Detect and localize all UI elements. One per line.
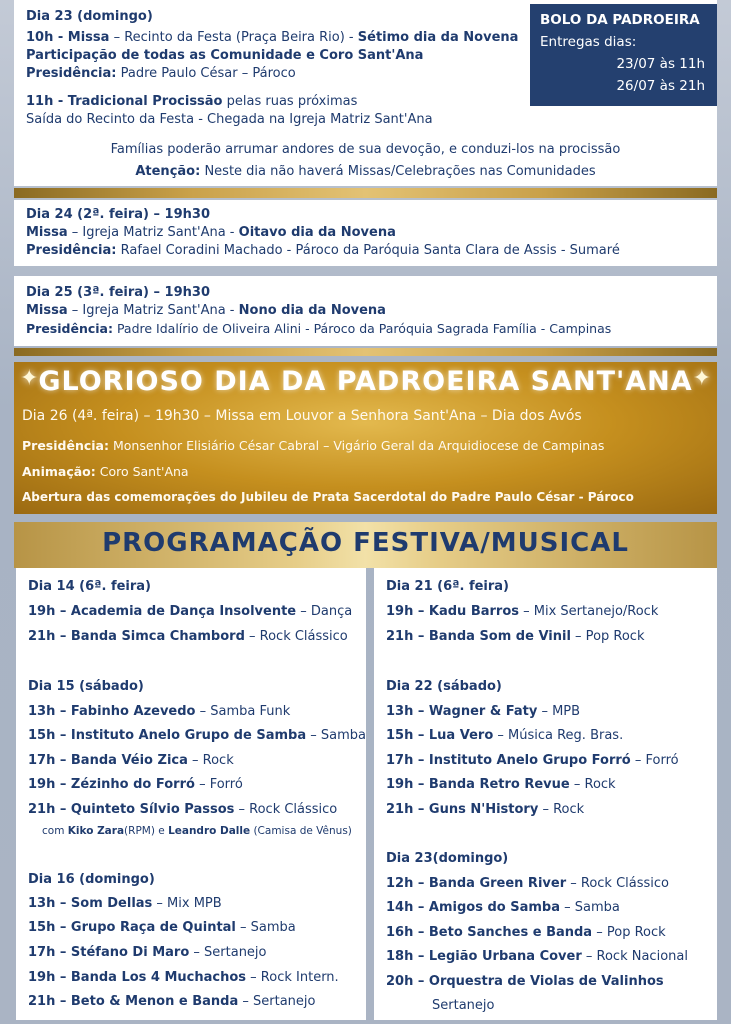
list-item: 19h – Zézinho do Forró – Forró (28, 777, 243, 792)
day-heading: Dia 15 (sábado) (28, 679, 144, 694)
day23-familias: Famílias poderão arrumar andores de sua devoção, e conduzi-los na procissão (110, 142, 621, 157)
sparkle-icon: ✦ (692, 366, 711, 391)
day24-panel (14, 200, 717, 266)
list-item: 18h – Legião Urbana Cover – Rock Nacional (386, 949, 688, 964)
list-item: 21h – Guns N'History – Rock (386, 802, 585, 817)
gold-divider (14, 188, 717, 198)
day23-saida: Saída do Recinto da Festa - Chegada na Igreja Matriz Sant'Ana (26, 112, 433, 127)
list-item: 16h – Beto Sanches e Banda – Pop Rock (386, 925, 666, 940)
padroeira-title: GLORIOSO DIA DA PADROEIRA SANT'ANA (38, 366, 693, 397)
programacao-left-column (16, 568, 366, 1020)
gold-divider-2 (14, 348, 717, 356)
list-item: 19h – Banda Los 4 Muchachos – Rock Intern. (28, 970, 339, 985)
day23-atencao: Atenção: Neste dia não haverá Missas/Celebrações nas Comunidades (135, 164, 596, 179)
day23-date: Dia 23 (domingo) (26, 9, 153, 24)
padroeira-jubileu: Abertura das comemorações do Jubileu de Prata Sacerdotal do Padre Paulo César - Pároco (22, 490, 634, 504)
day23-line1: 10h - Missa – Recinto da Festa (Praça Beira Rio) - Sétimo dia da Novena (26, 30, 519, 45)
programacao-right-column (374, 568, 717, 1020)
bolo-title: BOLO DA PADROEIRA (540, 12, 700, 28)
list-item: 15h – Lua Vero – Música Reg. Bras. (386, 728, 624, 743)
list-item: 21h – Banda Som de Vinil – Pop Rock (386, 629, 645, 644)
list-item: 15h – Grupo Raça de Quintal – Samba (28, 920, 296, 935)
day24-date: Dia 24 (2ª. feira) – 19h30 (26, 207, 210, 222)
list-item: 17h – Banda Véio Zica – Rock (28, 753, 234, 768)
day25-panel (14, 276, 717, 346)
list-item: 17h – Stéfano Di Maro – Sertanejo (28, 945, 267, 960)
bolo-date-2: 26/07 às 21h (616, 78, 705, 94)
day24-presidencia: Presidência: Rafael Coradini Machado - Pároco da Paróquia Santa Clara de Assis - Sumaré (26, 243, 620, 258)
list-item: 21h – Beto & Menon e Banda – Sertanejo (28, 994, 316, 1009)
list-item: 13h – Wagner & Faty – MPB (386, 704, 581, 719)
list-item-note: com Kiko Zara(RPM) e Leandro Dalle (Camisa de Vênus) (42, 825, 352, 837)
day-heading: Dia 22 (sábado) (386, 679, 502, 694)
list-item: 13h – Som Dellas – Mix MPB (28, 896, 222, 911)
day-heading: Dia 21 (6ª. feira) (386, 579, 509, 594)
day25-presidencia: Presidência: Padre Idalírio de Oliveira Alini - Pároco da Paróquia Sagrada Família - Campinas (26, 321, 612, 336)
padroeira-line1: Dia 26 (4ª. feira) – 19h30 – Missa em Louvor a Senhora Sant'Ana – Dia dos Avós (22, 408, 582, 424)
list-item: 21h – Banda Simca Chambord – Rock Clássico (28, 629, 348, 644)
day23-procissao: 11h - Tradicional Procissão pelas ruas próximas (26, 94, 358, 109)
list-item: 19h – Banda Retro Revue – Rock (386, 777, 616, 792)
list-item: 15h – Instituto Anelo Grupo de Samba – Samba (28, 728, 366, 743)
bolo-subtitle: Entregas dias: (540, 34, 637, 50)
list-item: 19h – Kadu Barros – Mix Sertanejo/Rock (386, 604, 659, 619)
list-item: 14h – Amigos do Samba – Samba (386, 900, 620, 915)
bolo-date-1: 23/07 às 11h (616, 56, 705, 72)
programacao-header (14, 522, 717, 568)
list-item: 21h – Quinteto Sílvio Passos – Rock Clássico (28, 802, 338, 817)
programacao-title: PROGRAMAÇÃO FESTIVA/MUSICAL (102, 528, 629, 558)
padroeira-animacao: Animação: Coro Sant'Ana (22, 464, 189, 479)
day-heading: Dia 23(domingo) (386, 851, 509, 866)
day24-missa: Missa – Igreja Matriz Sant'Ana - Oitavo dia da Novena (26, 225, 396, 240)
list-item: 12h – Banda Green River – Rock Clássico (386, 876, 669, 891)
list-item: 20h – Orquestra de Violas de Valinhos (386, 974, 664, 989)
list-item-genre: Sertanejo (432, 998, 495, 1013)
list-item: 13h – Fabinho Azevedo – Samba Funk (28, 704, 291, 719)
day-heading: Dia 16 (domingo) (28, 872, 155, 887)
sparkle-icon: ✦ (20, 366, 39, 391)
padroeira-section (14, 362, 717, 514)
padroeira-presidencia: Presidência: Monsenhor Elisiário César Cabral – Vigário Geral da Arquidiocese de Campinas (22, 438, 605, 453)
bolo-padroeira-box (530, 4, 717, 106)
day-heading: Dia 14 (6ª. feira) (28, 579, 151, 594)
day23-presidencia: Presidência: Padre Paulo César – Pároco (26, 66, 296, 81)
day25-missa: Missa – Igreja Matriz Sant'Ana - Nono dia da Novena (26, 303, 386, 318)
day23-line2: Participação de todas as Comunidade e Coro Sant'Ana (26, 48, 424, 63)
list-item: 17h – Instituto Anelo Grupo Forró – Forró (386, 753, 679, 768)
day25-date: Dia 25 (3ª. feira) – 19h30 (26, 285, 210, 300)
list-item: 19h – Academia de Dança Insolvente – Dança (28, 604, 353, 619)
